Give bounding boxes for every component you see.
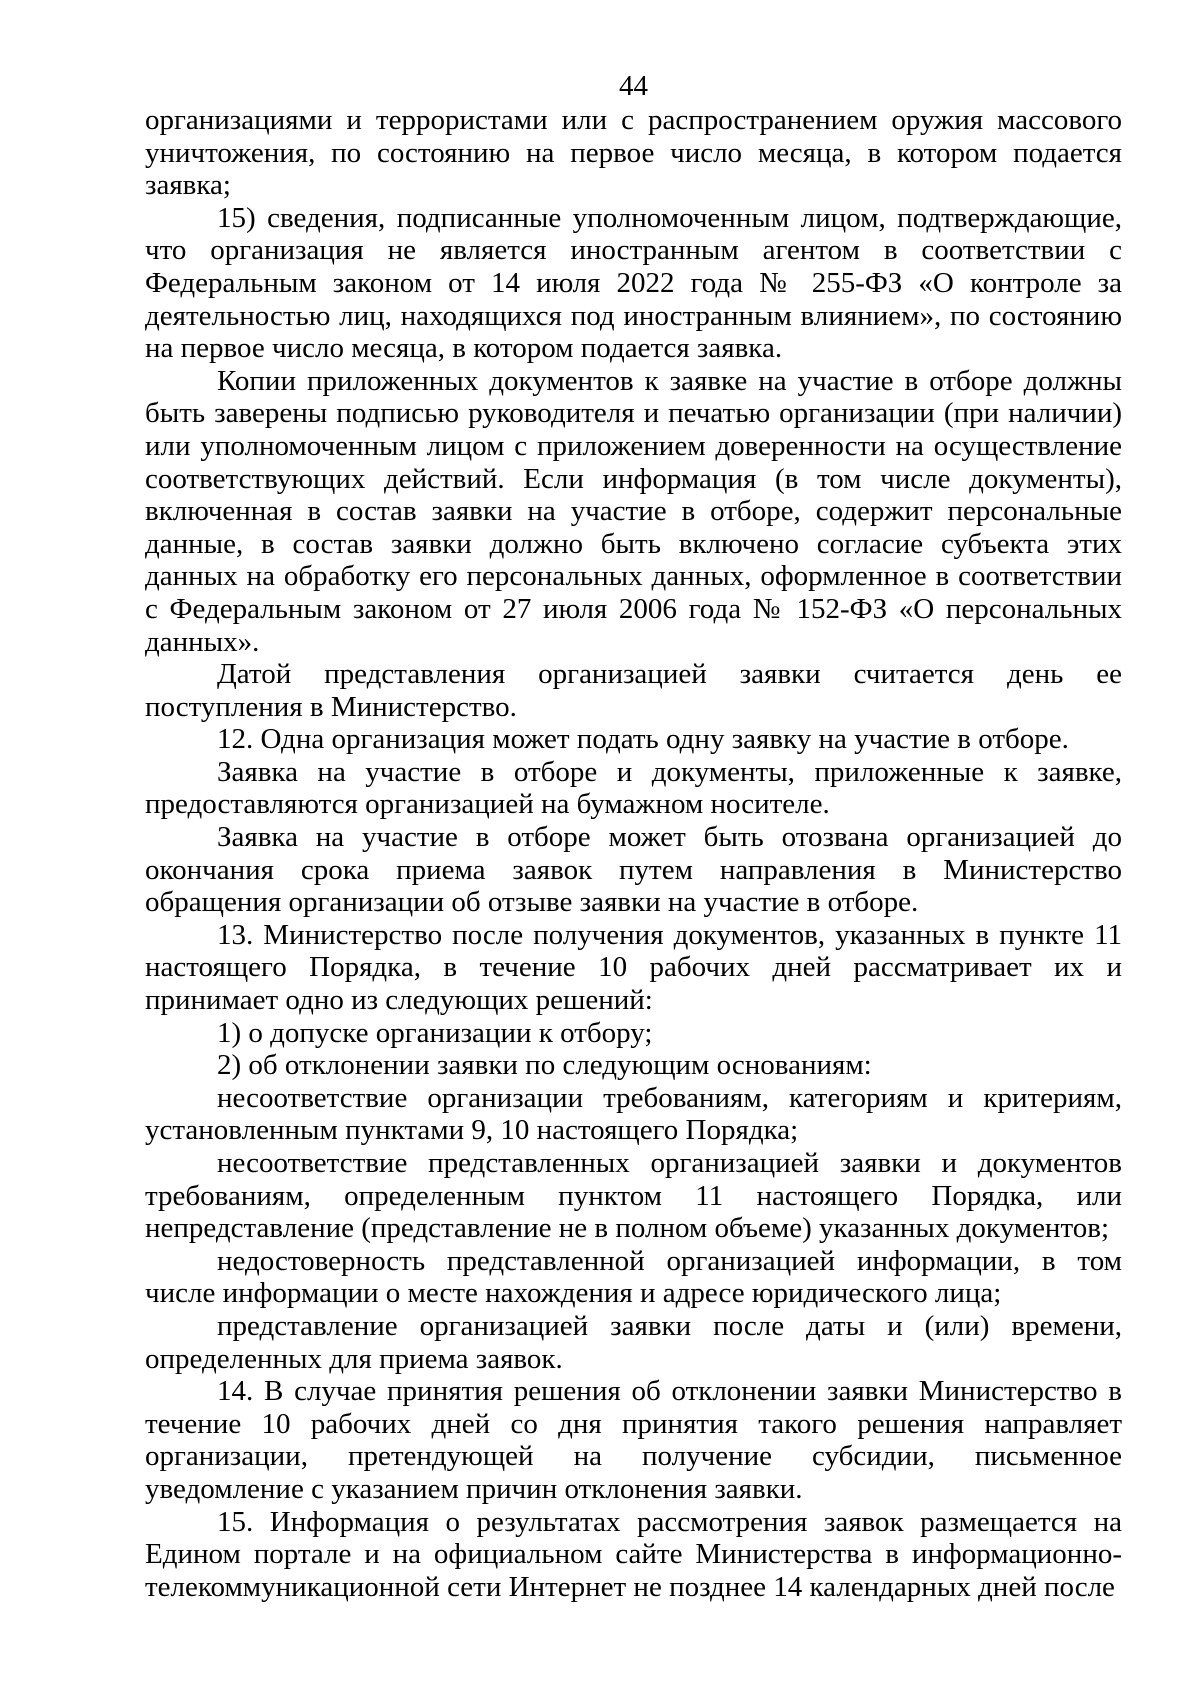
paragraph: Копии приложенных документов к заявке на участие в отборе должны быть заверены подписью руководителя и печатью организации (при наличии) или уполномоченным лицом с приложением доверенности на осуществление соответствующих действий. Если информация (в том числе документы), включенная в состав заявки на участие в отборе, содержит персональные данные, в состав заявки должно быть включено согласие субъекта этих данных на обработку его персональных данных, оформленное в соответствии с Федеральным законом от 27 июля 2006 года № 152-ФЗ «О персональных данных».: [145, 364, 1122, 658]
document-page: [145, 70, 1122, 1603]
paragraph: 14. В случае принятия решения об отклонении заявки Министерство в течение 10 рабочих дней со дня принятия такого решения направляет организации, претендующей на получение субсидии, письменное уведомление с указанием причин отклонения заявки.: [145, 1375, 1122, 1505]
paragraph: 13. Министерство после получения документов, указанных в пункте 11 настоящего Порядка, в течение 10 рабочих дней рассматривает их и принимает одно из следующих решений:: [145, 918, 1122, 1017]
paragraph: 12. Одна организация может подать одну заявку на участие в отборе.: [217, 723, 1069, 756]
paragraph: Заявка на участие в отборе и документы, приложенные к заявке, предоставляются организацией на бумажном носителе.: [145, 755, 1122, 821]
paragraph: 15) сведения, подписанные уполномоченным лицом, подтверждающие, что организация не является иностранным агентом в соответствии с Федеральным законом от 14 июля 2022 года № 255-ФЗ «О контроле за деятельностью лиц, находящихся под иностранным влиянием», по состоянию на первое число месяца, в котором подается заявка.: [145, 201, 1122, 365]
paragraph: 15. Информация о результатах рассмотрения заявок размещается на Едином портале и на официальном сайте Министерства в информационно-телекоммуникационной сети Интернет не позднее 14 календарных дней после: [145, 1505, 1122, 1603]
paragraph: Датой представления организацией заявки считается день ее поступления в Министерство.: [145, 658, 1122, 723]
paragraph: 2) об отклонении заявки по следующим основаниям:: [217, 1049, 872, 1082]
page-number: 44: [619, 70, 648, 102]
paragraph: организациями и террористами или с распространением оружия массового уничтожения, по состоянию на первое число месяца, в котором подается заявка;: [145, 104, 1122, 202]
paragraph: несоответствие представленных организацией заявки и документов требованиям, определенным пунктом 11 настоящего Порядка, или непредставление (представление не в полном объеме) указанных документов;: [145, 1147, 1122, 1245]
paragraph: Заявка на участие в отборе может быть отозвана организацией до окончания срока приема заявок путем направления в Министерство обращения организации об отзыве заявки на участие в отборе.: [145, 821, 1122, 919]
paragraph: недостоверность представленной организацией информации, в том числе информации о месте нахождения и адресе юридического лица;: [145, 1244, 1122, 1310]
paragraph: представление организацией заявки после даты и (или) времени, определенных для приема заявок.: [145, 1309, 1122, 1375]
paragraph: несоответствие организации требованиям, категориям и критериям, установленным пунктами 9, 10 настоящего Порядка;: [145, 1081, 1122, 1147]
paragraph: 1) о допуске организации к отбору;: [217, 1016, 653, 1049]
document-body: [145, 104, 1122, 1603]
